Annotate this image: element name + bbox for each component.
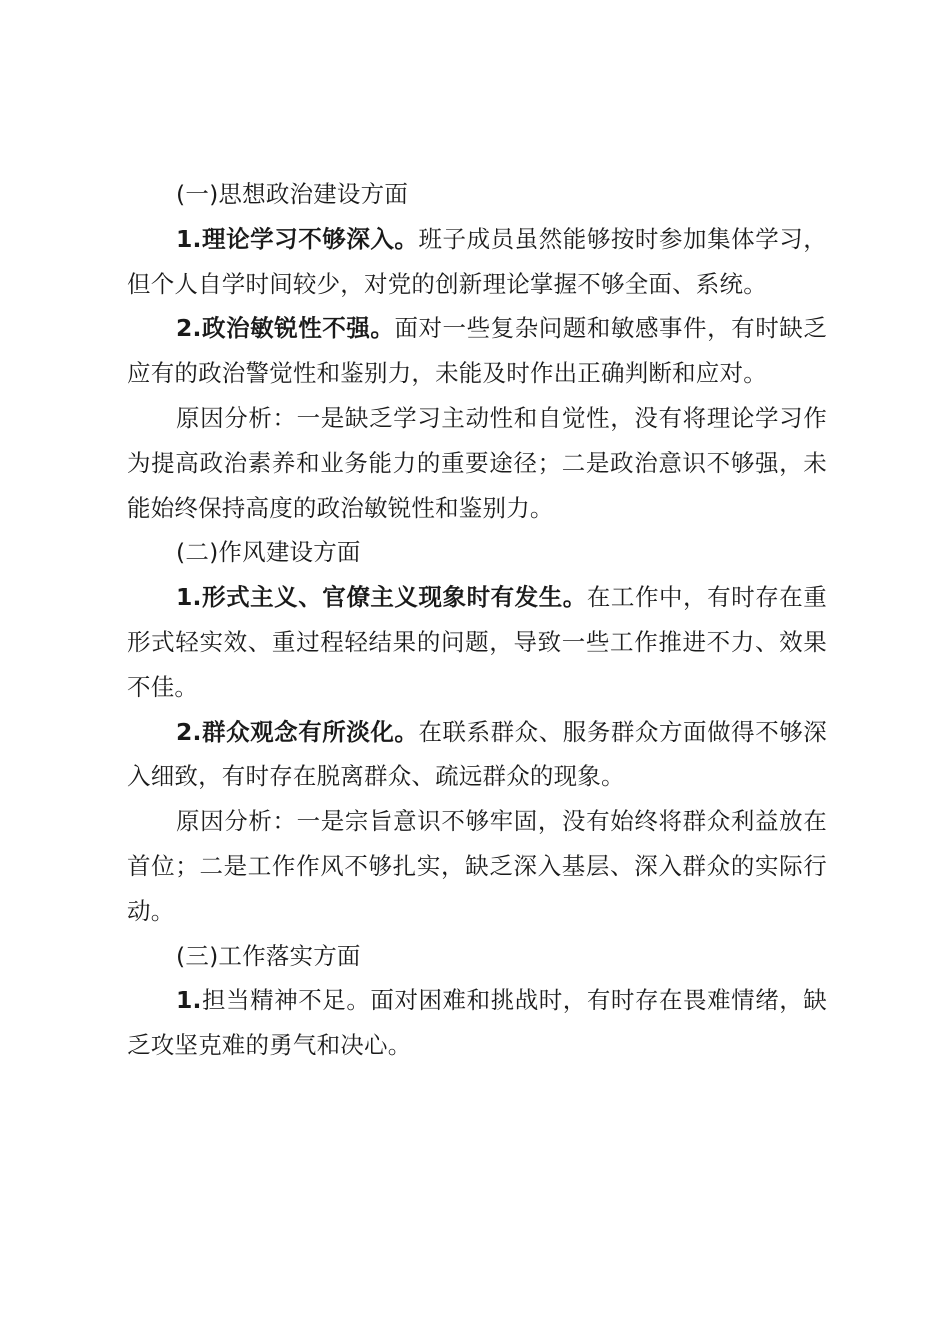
paragraph-text: 原因分析：一是宗旨意识不够牢固，没有始终将群众利益放在首位；二是工作作风不够扎实，缺乏深入基层、深入群众的实际行动。 [127,807,827,925]
section-heading-implementation [127,934,827,979]
paragraph-cause-analysis-1 [127,396,827,530]
section-heading-work-style [127,530,827,575]
paragraph-text: (二)作风建设方面 [176,538,361,567]
paragraph-cause-analysis-2 [127,799,827,933]
paragraph-theory-study [127,217,827,307]
paragraph-lead: 1.理论学习不够深入。 [176,224,419,253]
paragraph-text: 在联系群众、服务群众方面做得不够深入细致，有时存在脱离群众、疏远群众的现象。 [127,717,827,791]
paragraph-text: (一)思想政治建设方面 [176,180,409,208]
paragraph-lead: 1. [176,986,202,1015]
paragraph-formalism [127,575,827,709]
section-heading-ideology [127,172,827,217]
paragraph-text: 班子成员虽然能够按时参加集体学习，但个人自学时间较少，对党的创新理论掌握不够全面、系统。 [127,224,827,298]
paragraph-text: 担当精神不足。面对困难和挑战时，有时存在畏难情绪，缺乏攻坚克难的勇气和决心。 [127,986,827,1060]
paragraph-lead: 1.形式主义、官僚主义现象时有发生。 [176,583,587,612]
paragraph-lead: 2.群众观念有所淡化。 [176,717,419,746]
paragraph-text: 面对一些复杂问题和敏感事件，有时缺乏应有的政治警觉性和鉴别力，未能及时作出正确判断和应对。 [127,314,827,388]
paragraph-political-sensitivity [127,306,827,396]
paragraph-text: (三)工作落实方面 [176,941,361,970]
paragraph-text: 原因分析：一是缺乏学习主动性和自觉性，没有将理论学习作为提高政治素养和业务能力的重要途径；二是政治意识不够强，未能始终保持高度的政治敏锐性和鉴别力。 [127,403,827,522]
paragraph-lead: 2.政治敏锐性不强。 [176,314,395,343]
document-body [127,172,827,1068]
paragraph-responsibility [127,978,827,1068]
paragraph-text: 在工作中，有时存在重形式轻实效、重过程轻结果的问题，导致一些工作推进不力、效果不佳。 [127,583,827,701]
paragraph-mass-concept [127,710,827,800]
